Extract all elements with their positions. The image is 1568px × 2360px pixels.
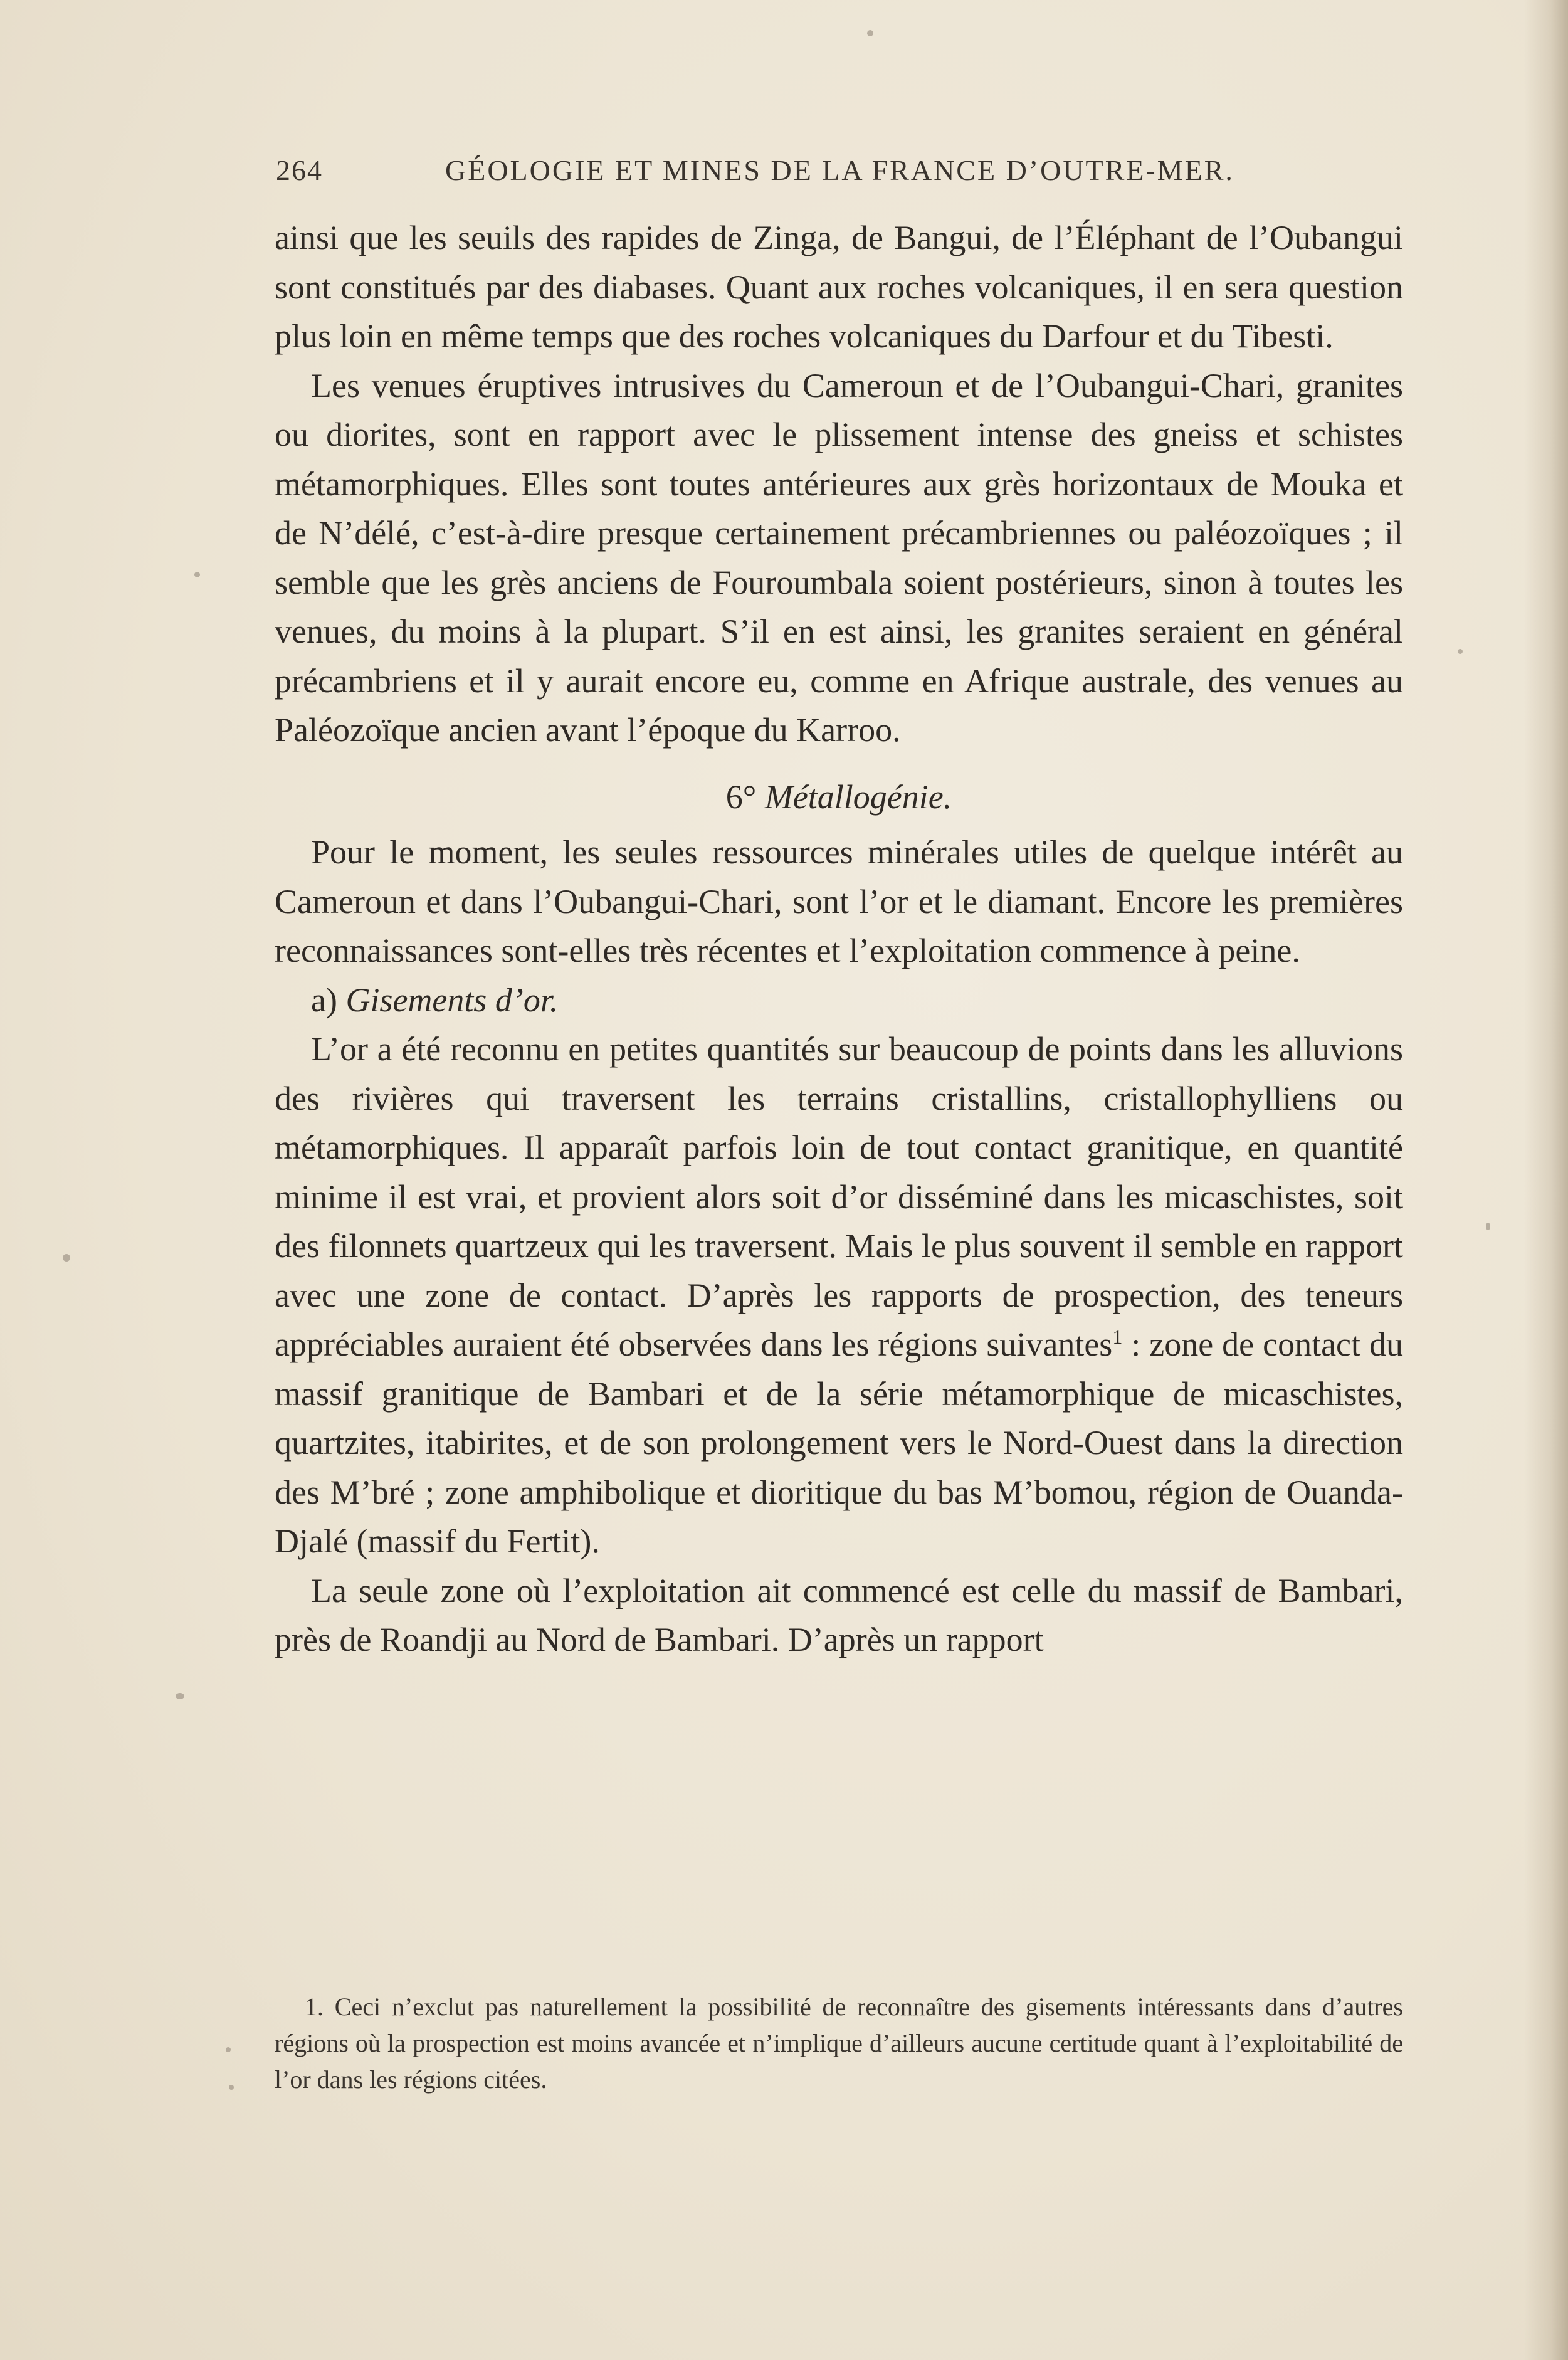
footnote bbox=[275, 1989, 1403, 2098]
paragraph-4-text-a: L’or a été reconnu en petites quantités sur beaucoup de points dans les alluvions des rivières qui traversent les terrains cristallins, cristallophylliens ou métamorphiques. Il apparaît parfois loin de tout contact granitique, en quantité minime il est vrai, et provient alors soit d’or disséminé dans les micaschistes, soit des filonnets quartzeux qui les traversent. Mais le plus souvent il semble en rapport avec une zone de contact. D’après les rapports de prospection, des teneurs appréciables auraient été observées dans les régions suivantes bbox=[275, 1030, 1403, 1363]
paragraph-2: Les venues éruptives intrusives du Cameroun et de l’Oubangui-Chari, granites ou diorites, sont en rapport avec le plissement intense des gneiss et schistes métamorphiques. Elles sont toutes antérieures aux grès horizontaux de Mouka et de N’délé, c’est-à-dire presque certainement précambriennes ou paléozoïques ; il semble que les grès anciens de Fouroumbala soient postérieurs, sinon à toutes les venues, du moins à la plupart. S’il en est ainsi, les granites seraient en général précambriens et il y aurait encore eu, comme en Afrique australe, des venues au Paléozoïque ancien avant l’époque du Karroo. bbox=[275, 366, 1403, 749]
paper-speck bbox=[1486, 1223, 1490, 1230]
body-text bbox=[275, 213, 1403, 1665]
subsection-heading bbox=[275, 976, 1403, 1025]
paragraph-4 bbox=[275, 1025, 1403, 1566]
paper-speck bbox=[229, 2085, 234, 2090]
page-edge-shadow bbox=[1524, 0, 1568, 2360]
running-title: GÉOLOGIE ET MINES DE LA FRANCE D’OUTRE-MER. bbox=[445, 154, 1234, 186]
page-number: 264 bbox=[276, 154, 323, 186]
paragraph-3: Pour le moment, les seules ressources minérales utiles de quelque intérêt au Cameroun et dans l’Oubangui-Chari, sont l’or et le diamant. Encore les premières reconnaissances sont-elles très récentes et l’exploitation commence à peine. bbox=[275, 833, 1403, 969]
paper-speck bbox=[867, 30, 873, 36]
paper-speck bbox=[63, 1254, 70, 1262]
section-heading bbox=[275, 772, 1403, 822]
subsection-label: a) bbox=[311, 981, 337, 1019]
paper-speck bbox=[226, 2047, 231, 2052]
paragraph-4-text-b: : zone de contact du massif granitique de Bambari et de la série métamorphique de micaschistes, quartzites, itabirites, et de son prolongement vers le Nord-Ouest dans la direction des M’bré ; zone amphibolique et dioritique du bas M’bomou, région de Ouanda-Djalé (massif du Fertit). bbox=[275, 1325, 1403, 1560]
footnote-text: 1. Ceci n’exclut pas naturellement la possibilité de reconnaître des gisements intéressants dans d’autres régions où la prospection est moins avancée et n’implique d’ailleurs aucune certitude quant à l’exploitabilité de l’or dans les régions citées. bbox=[275, 1993, 1403, 2094]
paper-speck bbox=[176, 1693, 184, 1699]
paper-speck bbox=[1458, 649, 1463, 654]
subsection-title: Gisements d’or. bbox=[345, 981, 559, 1019]
running-header bbox=[276, 154, 1411, 198]
paragraph-5: La seule zone où l’exploitation ait commencé est celle du massif de Bambari, près de Roandji au Nord de Bambari. D’après un rapport bbox=[275, 1571, 1403, 1658]
section-number: 6° bbox=[725, 777, 757, 816]
section-title: Métallogénie. bbox=[764, 777, 952, 816]
paper-speck bbox=[194, 572, 200, 577]
paragraph-1: ainsi que les seuils des rapides de Zinga, de Bangui, de l’Éléphant de l’Oubangui sont constitués par des diabases. Quant aux roches volcaniques, il en sera question plus loin en même temps que des roches volcaniques du Darfour et du Tibesti. bbox=[275, 219, 1403, 355]
footnote-reference[interactable]: 1 bbox=[1112, 1325, 1123, 1348]
